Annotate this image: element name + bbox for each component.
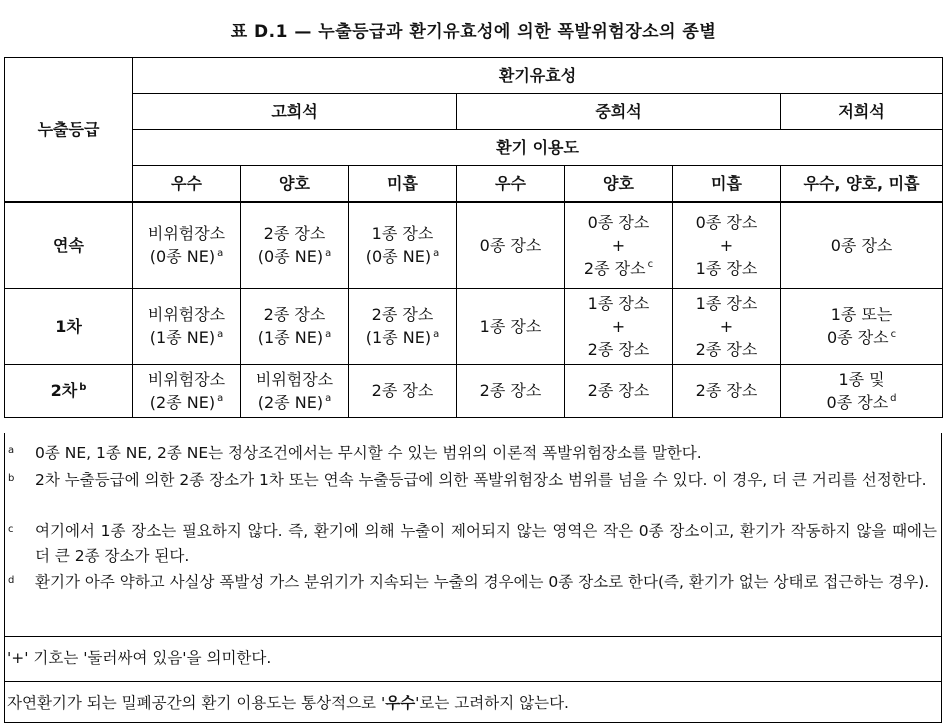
cell-line bbox=[565, 234, 672, 257]
availability-poor-medium: 미흡 bbox=[673, 166, 781, 203]
cell-line-text: 2종 장소 bbox=[263, 224, 326, 244]
cell-line-text: 비위험장소 bbox=[147, 224, 226, 244]
leak-grade-cell bbox=[5, 364, 133, 417]
cell-line bbox=[241, 391, 348, 414]
table-row bbox=[5, 202, 943, 288]
cell-line-text: 0종 장소 bbox=[826, 328, 889, 347]
cell-line bbox=[781, 391, 942, 414]
cell-line bbox=[565, 257, 672, 280]
remark-before: 자연환기가 되는 밀폐공간의 환기 이용도는 통상적으로 ' bbox=[7, 694, 386, 712]
availability-good-medium: 우수 bbox=[457, 166, 565, 203]
cell-line-text: 1종 장소 bbox=[695, 258, 758, 278]
leak-grade-label: 2차 bbox=[50, 381, 78, 400]
cell-line bbox=[133, 326, 240, 349]
cell-line-text: (0종 NE) bbox=[365, 247, 432, 267]
footnote-ref: c bbox=[890, 328, 897, 340]
cell-line bbox=[781, 326, 942, 349]
footnote-ref: b bbox=[79, 381, 87, 393]
cell-line-text: (0종 NE) bbox=[257, 247, 324, 267]
cell-line bbox=[565, 338, 672, 361]
cell-line-text: 2종 장소 bbox=[583, 258, 646, 278]
footnote-mark: c bbox=[8, 524, 14, 535]
cell-line-text: (2종 NE) bbox=[257, 392, 324, 412]
cell-line-text: 0종 장소 bbox=[830, 235, 893, 255]
cell-line-text: + bbox=[719, 316, 734, 336]
footnote-ref: a bbox=[217, 247, 224, 259]
remark-plus bbox=[4, 636, 942, 682]
cell-line bbox=[241, 245, 348, 268]
classification-cell bbox=[673, 364, 781, 417]
remark-plus-text: '+' 기호는 '둘러싸여 있음'을 의미한다. bbox=[7, 649, 272, 667]
dilution-high-header: 고희석 bbox=[133, 94, 457, 130]
cell-line-text: 비위험장소 bbox=[147, 369, 226, 389]
cell-line-text: + bbox=[611, 316, 626, 336]
leak-grade-label: 1차 bbox=[55, 316, 82, 336]
footnote-ref: a bbox=[325, 393, 332, 405]
cell-line bbox=[349, 222, 456, 245]
cell-line-text: 1종 장소 bbox=[695, 293, 758, 313]
cell-line-text: 2종 장소 bbox=[371, 381, 434, 400]
cell-line bbox=[673, 315, 780, 338]
cell-line bbox=[673, 292, 780, 315]
classification-cell bbox=[673, 288, 781, 364]
classification-cell bbox=[457, 202, 565, 288]
cell-line-text: 1종 및 bbox=[838, 369, 885, 389]
cell-line-text: 2종 장소 bbox=[587, 339, 650, 359]
cell-line-text: (1종 NE) bbox=[149, 328, 216, 347]
cell-line bbox=[241, 368, 348, 391]
availability-poor-high: 미흡 bbox=[349, 166, 457, 203]
ventilation-effectiveness-header: 환기유효성 bbox=[133, 58, 943, 94]
classification-cell bbox=[565, 288, 673, 364]
cell-line bbox=[781, 234, 942, 257]
classification-cell bbox=[781, 288, 943, 364]
footnote-ref: a bbox=[325, 247, 332, 259]
classification-cell bbox=[781, 364, 943, 417]
cell-line-text: 2종 장소 bbox=[695, 381, 758, 400]
cell-line-text: 1종 또는 bbox=[830, 305, 893, 324]
cell-line-text: 1종 장소 bbox=[479, 316, 542, 336]
cell-line bbox=[565, 292, 672, 315]
classification-cell bbox=[457, 364, 565, 417]
availability-good-high: 우수 bbox=[133, 166, 241, 203]
cell-line bbox=[673, 234, 780, 257]
table-row bbox=[5, 364, 943, 417]
cell-line-text: 비위험장소 bbox=[255, 369, 334, 389]
availability-fair-high: 양호 bbox=[241, 166, 349, 203]
cell-line-text: 1종 장소 bbox=[587, 293, 650, 313]
footnote-text: 0종 NE, 1종 NE, 2종 NE는 정상조건에서는 무시할 수 있는 범위의 이론적 폭발위험장소를 말한다. bbox=[35, 444, 702, 462]
footnotes bbox=[4, 433, 942, 637]
cell-line bbox=[565, 315, 672, 338]
cell-line bbox=[133, 245, 240, 268]
cell-line-text: 1종 장소 bbox=[371, 224, 434, 244]
cell-line bbox=[673, 379, 780, 402]
cell-line-text: (2종 NE) bbox=[149, 392, 216, 412]
cell-line bbox=[241, 222, 348, 245]
cell-line bbox=[133, 303, 240, 326]
cell-line bbox=[241, 326, 348, 349]
cell-line bbox=[565, 211, 672, 234]
cell-line bbox=[457, 234, 564, 257]
classification-cell bbox=[565, 202, 673, 288]
remark-natural-ventilation bbox=[4, 681, 942, 723]
cell-line-text: 2종 장소 bbox=[371, 305, 434, 324]
cell-line-text: 2종 장소 bbox=[587, 381, 650, 400]
cell-line-text: (1종 NE) bbox=[365, 328, 432, 347]
classification-cell bbox=[241, 202, 349, 288]
dilution-low-header: 저희석 bbox=[781, 94, 943, 130]
table-row bbox=[5, 288, 943, 364]
cell-line-text: 0종 장소 bbox=[826, 392, 889, 412]
remark-after: '로는 고려하지 않는다. bbox=[415, 694, 569, 712]
footnote-ref: a bbox=[433, 328, 440, 340]
cell-line bbox=[349, 326, 456, 349]
cell-line bbox=[565, 379, 672, 402]
classification-cell bbox=[349, 288, 457, 364]
cell-line bbox=[673, 211, 780, 234]
cell-line bbox=[133, 222, 240, 245]
footnote-text: 2차 누출등급에 의한 2종 장소가 1차 또는 연속 누출등급에 의한 폭발위험장소 범위를 넘을 수 있다. 이 경우, 더 큰 거리를 선정한다. bbox=[35, 471, 927, 489]
footnote-text: 여기에서 1종 장소는 필요하지 않다. 즉, 환기에 의해 누출이 제어되지 않는 영역은 작은 0종 장소이고, 환기가 작동하지 않을 때에는 더 큰 2종 장소가 된다. bbox=[35, 522, 937, 565]
leak-grade-cell bbox=[5, 288, 133, 364]
classification-cell bbox=[781, 202, 943, 288]
classification-cell bbox=[565, 364, 673, 417]
classification-cell bbox=[241, 364, 349, 417]
footnote-ref: c bbox=[647, 259, 654, 271]
classification-cell bbox=[349, 202, 457, 288]
cell-line-text: (1종 NE) bbox=[257, 328, 324, 347]
classification-cell bbox=[457, 288, 565, 364]
footnote-text: 환기가 아주 약하고 사실상 폭발성 가스 분위기가 지속되는 누출의 경우에는 0종 장소로 한다(즉, 환기가 없는 상태로 접근하는 경우). bbox=[35, 573, 930, 591]
footnote-ref: a bbox=[217, 328, 224, 340]
classification-cell bbox=[133, 202, 241, 288]
classification-cell bbox=[133, 364, 241, 417]
cell-line-text: 2종 장소 bbox=[263, 305, 326, 324]
cell-line bbox=[133, 391, 240, 414]
cell-line-text: 2종 장소 bbox=[695, 339, 758, 359]
cell-line bbox=[241, 303, 348, 326]
remark-bold: 우수 bbox=[385, 694, 416, 712]
footnote-mark: a bbox=[8, 445, 15, 456]
availability-all-low: 우수, 양호, 미흡 bbox=[781, 166, 943, 203]
cell-line-text: (0종 NE) bbox=[149, 247, 216, 267]
classification-cell bbox=[241, 288, 349, 364]
cell-line bbox=[673, 338, 780, 361]
cell-line-text: 2종 장소 bbox=[479, 381, 542, 400]
cell-line-text: + bbox=[611, 235, 626, 255]
zone-classification-table bbox=[4, 57, 943, 418]
cell-line-text: 0종 장소 bbox=[695, 212, 758, 232]
table-title: 표 D.1 — 누출등급과 환기유효성에 의한 폭발위험장소의 종별 bbox=[230, 22, 717, 42]
cell-line bbox=[673, 257, 780, 280]
cell-line bbox=[133, 368, 240, 391]
cell-line bbox=[349, 245, 456, 268]
cell-line bbox=[781, 368, 942, 391]
footnote-mark: d bbox=[8, 575, 15, 586]
cell-line bbox=[349, 303, 456, 326]
cell-line-text: + bbox=[719, 235, 734, 255]
table-body bbox=[5, 202, 943, 417]
classification-cell bbox=[349, 364, 457, 417]
cell-line bbox=[781, 303, 942, 326]
cell-line bbox=[349, 379, 456, 402]
classification-cell bbox=[133, 288, 241, 364]
cell-line-text: 0종 장소 bbox=[587, 212, 650, 232]
footnote-ref: a bbox=[433, 247, 440, 259]
availability-fair-medium: 양호 bbox=[565, 166, 673, 203]
dilution-medium-header: 중희석 bbox=[457, 94, 781, 130]
leak-grade-label: 연속 bbox=[53, 235, 84, 255]
leak-grade-cell bbox=[5, 202, 133, 288]
cell-line bbox=[457, 315, 564, 338]
ventilation-availability-header: 환기 이용도 bbox=[133, 130, 943, 166]
cell-line bbox=[457, 379, 564, 402]
cell-line-text: 0종 장소 bbox=[479, 235, 542, 255]
cell-line-text: 비위험장소 bbox=[147, 305, 226, 324]
footnote-ref: d bbox=[890, 393, 897, 405]
leak-grade-header: 누출등급 bbox=[5, 58, 133, 203]
classification-cell bbox=[673, 202, 781, 288]
remark-natural-text bbox=[7, 691, 569, 713]
footnote-ref: a bbox=[325, 328, 332, 340]
footnote-mark: b bbox=[8, 473, 15, 484]
footnote-ref: a bbox=[217, 393, 224, 405]
